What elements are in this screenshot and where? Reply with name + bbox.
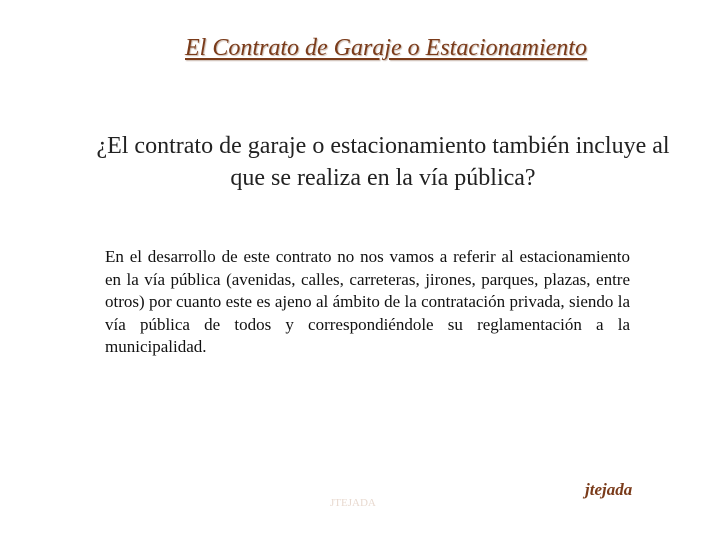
slide-title: El Contrato de Garaje o Estacionamiento [185, 35, 587, 61]
slide-question: ¿El contrato de garaje o estacionamiento también incluye al que se realiza en la vía pública? [96, 133, 670, 191]
footer-author: jtejada [585, 480, 633, 499]
footer-watermark-text: JTEJADA [330, 497, 376, 509]
slide-body-paragraph: En el desarrollo de este contrato no nos vamos a referir al estacionamiento en la vía pública (avenidas, calles, carreteras, jirones, parques, plazas, entre otros) por cuanto este es ajeno al ámbito de la contratación privada, siendo la vía pública de todos y correspondiéndole su reglamentación a la municipalidad. [105, 247, 630, 356]
